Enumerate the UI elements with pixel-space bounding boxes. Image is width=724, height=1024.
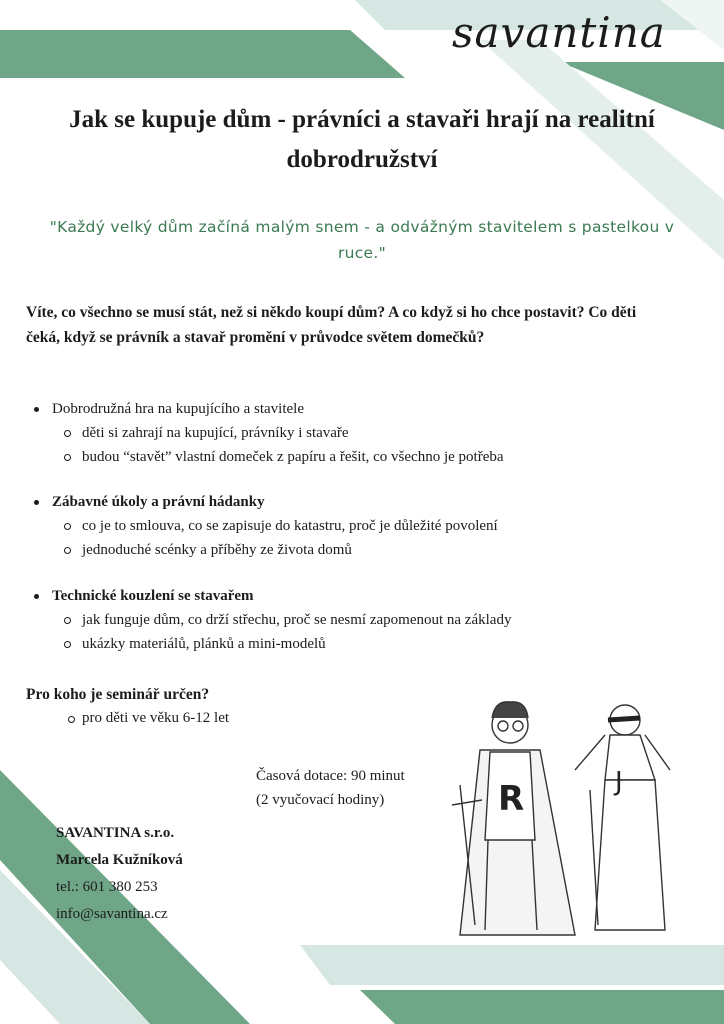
letter-j: J (615, 767, 623, 797)
target-audience-title: Pro koho je seminář určen? (26, 686, 210, 703)
quote: "Každý velký dům začíná malým snem - a odvážným stavitelem s pastelkou v ruce." (49, 218, 675, 262)
company-name: SAVANTINA s.r.o. (56, 825, 175, 841)
section-title: Zábavné úkoly a právní hádanky (26, 490, 686, 514)
list-item: ukázky materiálů, plánků a mini-modelů (26, 632, 686, 656)
target-audience-item: pro děti ve věku 6-12 let (26, 710, 229, 727)
phone-number[interactable]: tel.: 601 380 253 (56, 879, 158, 895)
email-address[interactable]: info@savantina.cz (56, 906, 168, 922)
section-2 (26, 490, 686, 562)
section-title: Technické kouzlení se stavařem (26, 584, 686, 608)
duration-line: Časová dotace: 90 minut (256, 768, 405, 784)
duration-info (256, 764, 405, 812)
section-title: Dobrodružná hra na kupujícího a stavitele (26, 397, 686, 421)
list-item: děti si zahrají na kupující, právníky i stavaře (26, 421, 686, 445)
intro-paragraph: Víte, co všechno se musí stát, než si někdo koupí dům? A co když si ho chce postavit? Co děti čeká, když se právník a stavař promění v průvodce světem domečků? (26, 304, 637, 346)
list-item: co je to smlouva, co se zapisuje do katastru, proč je důležité povolení (26, 514, 686, 538)
brand-logo: savantina (452, 8, 666, 57)
section-3 (26, 584, 686, 656)
duration-note: (2 vyučovací hodiny) (256, 792, 385, 808)
contact-person: Marcela Kužníková (56, 852, 183, 868)
list-item: budou “stavět” vlastní domeček z papíru a řešit, co všechno je potřeba (26, 445, 686, 469)
list-item: jak funguje dům, co drží střechu, proč se nesmí zapomenout na základy (26, 608, 686, 632)
contact-block (56, 820, 183, 928)
page-title: Jak se kupuje dům - právníci a stavaři hrají na realitní dobrodružství (69, 106, 655, 173)
list-item: jednoduché scénky a příběhy ze života domů (26, 538, 686, 562)
superhero-kids-illustration (440, 690, 690, 952)
letter-r: R (498, 779, 525, 819)
section-1 (26, 397, 686, 469)
